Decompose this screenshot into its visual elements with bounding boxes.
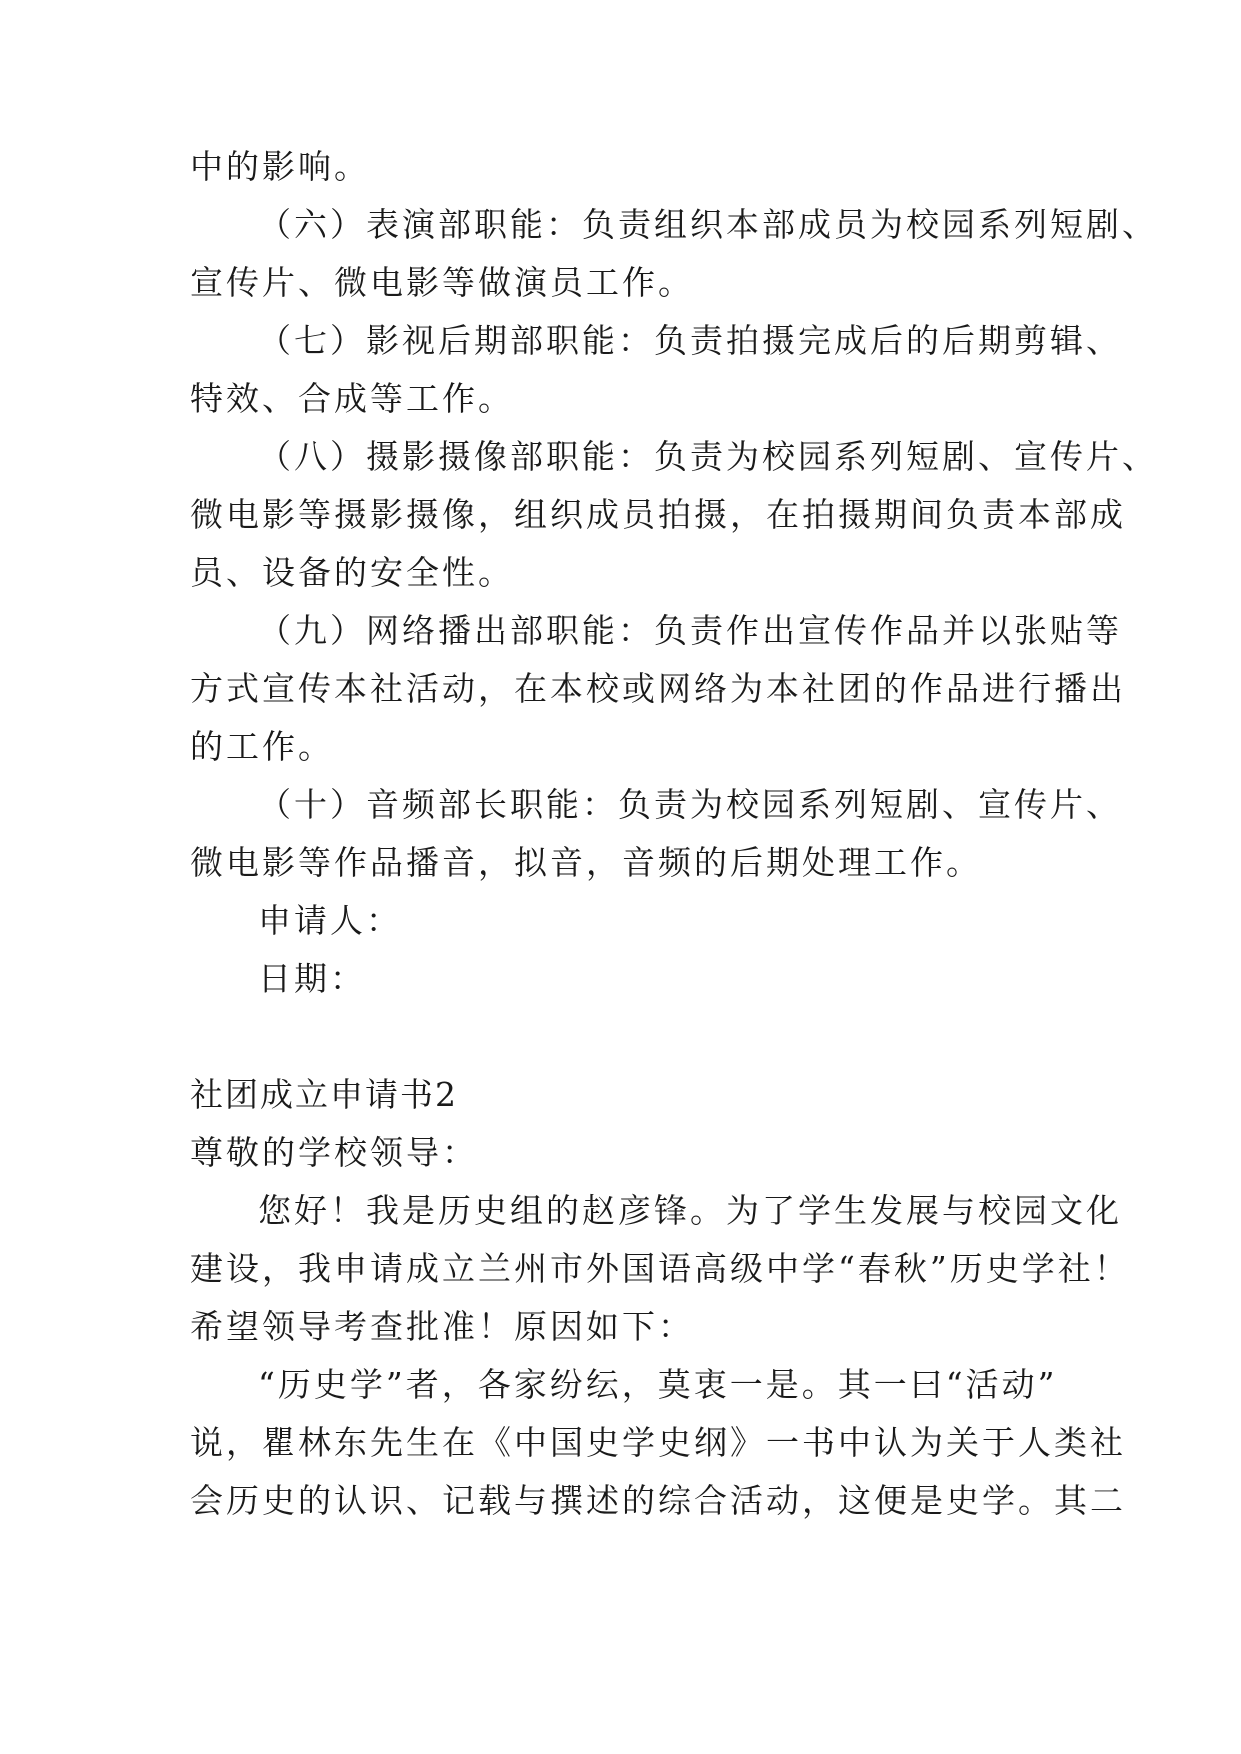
text-line: 希望领导考查批准！原因如下： [190, 1307, 694, 1346]
text-line: 方式宣传本社活动，在本校或网络为本社团的作品进行播出 [190, 669, 1126, 708]
text-line: 特效、合成等工作。 [190, 379, 514, 418]
section-title: 社团成立申请书2 [190, 1075, 458, 1114]
paragraph-first-line: （八）摄影摄像部职能：负责为校园系列短剧、宣传片、 [258, 437, 1158, 476]
applicant-label: 申请人： [258, 901, 402, 940]
text-line: 说，瞿林东先生在《中国史学史纲》一书中认为关于人类社 [190, 1423, 1126, 1462]
paragraph-first-line: 您好！我是历史组的赵彦锋。为了学生发展与校园文化 [258, 1191, 1122, 1230]
text-line: 微电影等摄影摄像，组织成员拍摄，在拍摄期间负责本部成 [190, 495, 1126, 534]
date-label: 日期： [258, 959, 366, 998]
paragraph-first-line: （十）音频部长职能：负责为校园系列短剧、宣传片、 [258, 785, 1122, 824]
paragraph-first-line: （七）影视后期部职能：负责拍摄完成后的后期剪辑、 [258, 321, 1122, 360]
text-line: 员、设备的安全性。 [190, 553, 514, 592]
paragraph-first-line: “历史学”者，各家纷纭，莫衷一是。其一曰“活动” [258, 1365, 1058, 1404]
salutation: 尊敬的学校领导： [190, 1133, 478, 1172]
text-line: 的工作。 [190, 727, 334, 766]
paragraph-first-line: （六）表演部职能：负责组织本部成员为校园系列短剧、 [258, 205, 1158, 244]
text-line: 建设，我申请成立兰州市外国语高级中学“春秋”历史学社！ [190, 1249, 1130, 1288]
text-line: 微电影等作品播音，拟音，音频的后期处理工作。 [190, 843, 982, 882]
text-line: 会历史的认识、记载与撰述的综合活动，这便是史学。其二 [190, 1481, 1126, 1520]
text-line: 宣传片、微电影等做演员工作。 [190, 263, 694, 302]
paragraph-first-line: （九）网络播出部职能：负责作出宣传作品并以张贴等 [258, 611, 1122, 650]
text-line: 中的影响。 [190, 147, 370, 186]
